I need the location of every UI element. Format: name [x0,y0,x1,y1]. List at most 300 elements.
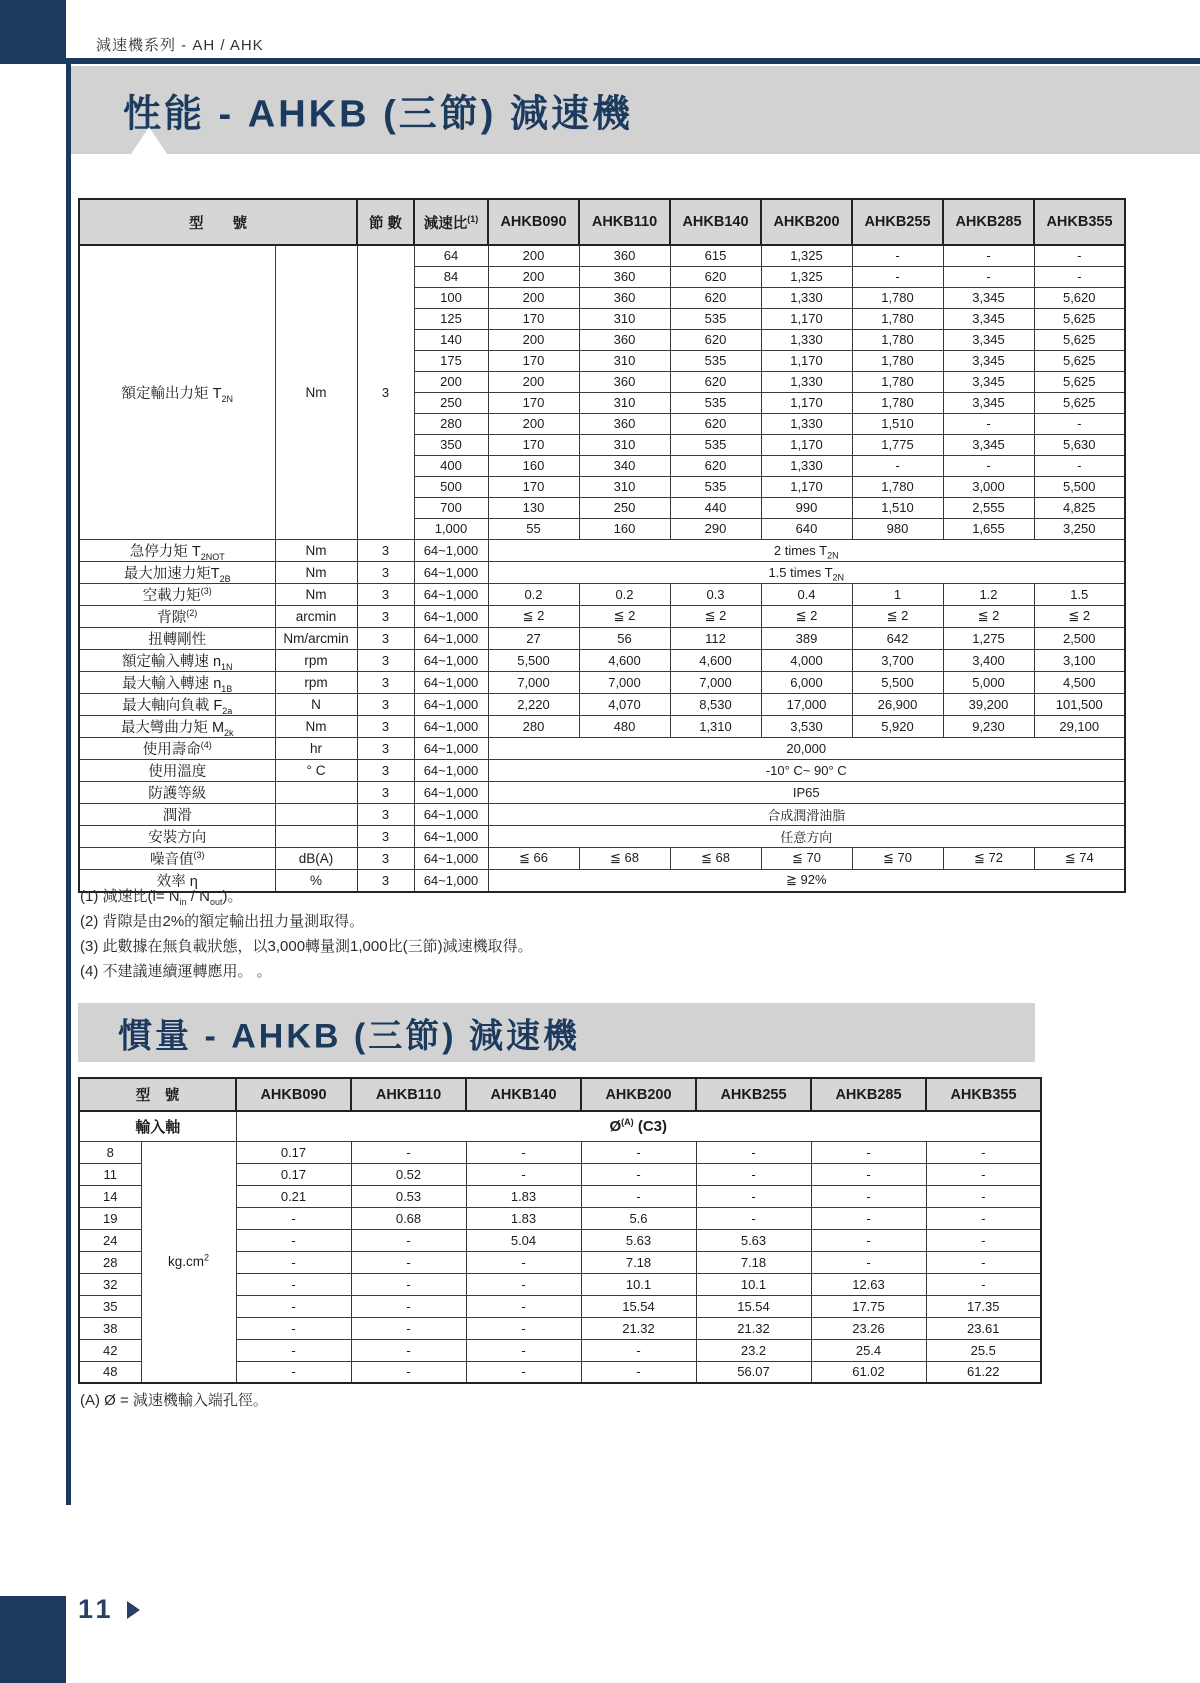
model-header: AHKB285 [811,1078,926,1111]
value-cell: - [1034,455,1125,476]
value-cell: 1 [852,583,943,605]
value-cell: 3,345 [943,329,1034,350]
value-cell: 23.26 [811,1317,926,1339]
spec-stages: 3 [357,869,414,892]
spec-unit: Nm [275,561,357,583]
value-cell: 1,780 [852,308,943,329]
value-cell: 26,900 [852,693,943,715]
value-cell: 310 [579,350,670,371]
value-cell: 3,250 [1034,518,1125,539]
bore-cell: 35 [79,1295,141,1317]
spec-unit: dB(A) [275,847,357,869]
value-cell: 1,330 [761,455,852,476]
value-cell: 440 [670,497,761,518]
value-cell: ≦ 66 [488,847,579,869]
spec-row [79,627,1125,649]
inertia-table [78,1077,1042,1384]
spec-row [79,759,1125,781]
value-cell: 280 [488,715,579,737]
value-cell: 535 [670,476,761,497]
value-cell: - [466,1163,581,1185]
value-cell: 17.75 [811,1295,926,1317]
value-cell: - [466,1339,581,1361]
value-cell: 5,625 [1034,350,1125,371]
value-cell: 170 [488,308,579,329]
value-cell: 170 [488,434,579,455]
value-cell: - [696,1163,811,1185]
value-cell: 3,345 [943,434,1034,455]
model-header: AHKB355 [1034,199,1125,245]
bore-cell: 42 [79,1339,141,1361]
spec-ratio: 64~1,000 [414,627,488,649]
ratio-cell: 100 [414,287,488,308]
value-cell: 310 [579,392,670,413]
value-cell: 25.5 [926,1339,1041,1361]
value-cell: - [351,1273,466,1295]
value-cell: 4,825 [1034,497,1125,518]
model-header: AHKB110 [579,199,670,245]
value-cell: - [943,245,1034,266]
value-cell: - [351,1339,466,1361]
value-cell: 23.2 [696,1339,811,1361]
value-cell: 535 [670,308,761,329]
value-cell: 21.32 [581,1317,696,1339]
value-cell: - [811,1229,926,1251]
value-cell: 0.3 [670,583,761,605]
footnote: (1) 減速比$(i= N_{in} / N_{out})$。 [80,888,243,907]
spec-label: 最大輸入轉速 $n_{1B}$ [79,671,275,693]
value-cell: 5.04 [466,1229,581,1251]
value-cell: 340 [579,455,670,476]
spec-label: 最大加速力矩$T_{2B}$ [79,561,275,583]
value-cell: 290 [670,518,761,539]
value-cell: 5,500 [488,649,579,671]
value-cell: - [852,455,943,476]
value-cell: 56.07 [696,1361,811,1383]
spec-label: 額定輸入轉速 $n_{1N}$ [79,649,275,671]
value-cell: - [236,1207,351,1229]
value-cell: 4,070 [579,693,670,715]
value-cell: 170 [488,350,579,371]
value-cell: 1,780 [852,476,943,497]
value-cell: 360 [579,287,670,308]
value-cell: 620 [670,329,761,350]
spec-span-value: 任意方向 [488,825,1125,847]
value-cell: 620 [670,371,761,392]
value-cell: 620 [670,287,761,308]
value-cell: 5,625 [1034,371,1125,392]
header-rule [0,58,1200,64]
value-cell: ≦ 2 [852,605,943,627]
value-cell: 7,000 [488,671,579,693]
spec-ratio: 64~1,000 [414,561,488,583]
spec-unit: hr [275,737,357,759]
value-cell: 3,345 [943,350,1034,371]
value-cell: 5.63 [696,1229,811,1251]
value-cell: - [696,1207,811,1229]
value-cell: 0.4 [761,583,852,605]
spec-stages: 3 [357,649,414,671]
value-cell: 170 [488,392,579,413]
value-cell: 1,780 [852,329,943,350]
spec-row [79,671,1125,693]
value-cell: - [466,1361,581,1383]
value-cell: - [811,1207,926,1229]
inertia-banner [78,1003,1035,1062]
footnote: (A) Ø = 減速機輸入端孔徑。 [80,1392,268,1409]
value-cell: 1,330 [761,287,852,308]
spec-label: 使用壽命$^{(4)}$ [79,737,275,759]
model-header: AHKB200 [761,199,852,245]
ratio-header: 減速比$^{(1)}$ [414,199,488,245]
spec-label: 防護等級 [79,781,275,803]
value-cell: 56 [579,627,670,649]
value-cell: 360 [579,329,670,350]
ratio-cell: 400 [414,455,488,476]
ratio-cell: 64 [414,245,488,266]
bore-cell: 11 [79,1163,141,1185]
value-cell: 1,780 [852,392,943,413]
value-cell: 3,700 [852,649,943,671]
value-cell: 620 [670,266,761,287]
value-cell: 1,170 [761,350,852,371]
value-cell: - [236,1361,351,1383]
ratio-cell: 200 [414,371,488,392]
spec-stages: 3 [357,781,414,803]
inertia-title: 慣量 - AHKB (三節) 減速機 [118,1017,580,1055]
value-cell: 1,310 [670,715,761,737]
spec-stages: 3 [357,693,414,715]
model-header: AHKB140 [670,199,761,245]
value-cell: 310 [579,434,670,455]
spec-ratio: 64~1,000 [414,737,488,759]
value-cell: - [696,1141,811,1163]
value-cell: - [236,1229,351,1251]
ratio-cell: 500 [414,476,488,497]
ratio-cell: 84 [414,266,488,287]
spec-unit: Nm/arcmin [275,627,357,649]
value-cell: ≦ 2 [670,605,761,627]
spec-label: 潤滑 [79,803,275,825]
inertia-footnote [80,1392,268,1417]
spec-span-value: ≧ 92% [488,869,1125,892]
spec-stages: 3 [357,847,414,869]
value-cell: 2,220 [488,693,579,715]
bore-cell: 24 [79,1229,141,1251]
spec-row [79,583,1125,605]
value-cell: 200 [488,287,579,308]
spec-label: 效率 η [79,869,275,892]
footer-square [0,1596,66,1683]
value-cell: - [926,1207,1041,1229]
value-cell: 112 [670,627,761,649]
spec-unit: Nm [275,583,357,605]
value-cell: - [926,1273,1041,1295]
next-page-icon [127,1601,140,1619]
value-cell: - [581,1339,696,1361]
model-header: AHKB255 [696,1078,811,1111]
value-cell: 1,330 [761,413,852,434]
value-cell: - [466,1251,581,1273]
value-cell: 9,230 [943,715,1034,737]
value-cell: - [943,455,1034,476]
performance-footnotes [80,888,533,988]
value-cell: 3,000 [943,476,1034,497]
value-cell: 5,920 [852,715,943,737]
footnote: (4) 不建議連續運轉應用。 。 [80,963,272,980]
value-cell: 2,500 [1034,627,1125,649]
torque-stages: 3 [357,245,414,539]
value-cell: - [466,1317,581,1339]
value-cell: 55 [488,518,579,539]
ratio-cell: 350 [414,434,488,455]
value-cell: 642 [852,627,943,649]
value-cell: 1,170 [761,308,852,329]
spec-ratio: 64~1,000 [414,803,488,825]
spec-unit: % [275,869,357,892]
value-cell: 1.83 [466,1185,581,1207]
spec-row [79,803,1125,825]
value-cell: 1,775 [852,434,943,455]
value-cell: 10.1 [696,1273,811,1295]
corner-block [0,0,66,63]
value-cell: 0.2 [579,583,670,605]
ratio-cell: 1,000 [414,518,488,539]
value-cell: 980 [852,518,943,539]
value-cell: 0.52 [351,1163,466,1185]
inertia-row [79,1141,1041,1163]
value-cell: 1,170 [761,392,852,413]
value-cell: ≦ 2 [579,605,670,627]
value-cell: 25.4 [811,1339,926,1361]
value-cell: - [581,1361,696,1383]
value-cell: - [926,1163,1041,1185]
value-cell: 61.22 [926,1361,1041,1383]
value-cell: - [351,1229,466,1251]
spec-stages: 3 [357,539,414,561]
value-cell: 5,625 [1034,329,1125,350]
inertia-unit: $kg.cm^2$ [141,1141,236,1383]
value-cell: 3,345 [943,371,1034,392]
value-cell: 15.54 [696,1295,811,1317]
value-cell: 0.21 [236,1185,351,1207]
spec-unit [275,803,357,825]
value-cell: 200 [488,371,579,392]
spec-row [79,847,1125,869]
bore-cell: 14 [79,1185,141,1207]
value-cell: 5,625 [1034,392,1125,413]
spec-unit: Nm [275,539,357,561]
spec-stages: 3 [357,605,414,627]
value-cell: 3,345 [943,308,1034,329]
value-cell: - [236,1339,351,1361]
value-cell: ≦ 68 [670,847,761,869]
spec-row [79,539,1125,561]
value-cell: - [811,1251,926,1273]
value-cell: 5,500 [1034,476,1125,497]
model-header: AHKB285 [943,199,1034,245]
spec-span-value: 2 times $T_{2N}$ [488,539,1125,561]
value-cell: - [696,1185,811,1207]
spec-stages: 3 [357,671,414,693]
value-cell: ≦ 2 [943,605,1034,627]
spec-ratio: 64~1,000 [414,693,488,715]
value-cell: - [926,1251,1041,1273]
model-header: AHKB255 [852,199,943,245]
spec-unit: Nm [275,715,357,737]
footnote: (3) 此數據在無負載狀態，以3,000轉量測1,000比(三節)減速機取得。 [80,938,533,955]
spec-stages: 3 [357,715,414,737]
value-cell: 1,275 [943,627,1034,649]
model-header: AHKB140 [466,1078,581,1111]
value-cell: 360 [579,266,670,287]
spec-span-value: 1.5 times $T_{2N}$ [488,561,1125,583]
value-cell: 990 [761,497,852,518]
spec-label: 安裝方向 [79,825,275,847]
value-cell: 1,655 [943,518,1034,539]
value-cell: 7.18 [696,1251,811,1273]
value-cell: 5,630 [1034,434,1125,455]
spec-ratio: 64~1,000 [414,671,488,693]
spec-label: 使用溫度 [79,759,275,781]
spec-stages: 3 [357,583,414,605]
spec-ratio: 64~1,000 [414,825,488,847]
spec-row [79,649,1125,671]
bore-cell: 8 [79,1141,141,1163]
value-cell: - [236,1295,351,1317]
value-cell: ≦ 2 [488,605,579,627]
banner-notch [131,127,167,154]
spec-unit [275,825,357,847]
spec-label: 噪音值$^{(3)}$ [79,847,275,869]
value-cell: 17.35 [926,1295,1041,1317]
torque-row [79,245,1125,266]
value-cell: 15.54 [581,1295,696,1317]
spec-label: 急停力矩 $T_{2NOT}$ [79,539,275,561]
spec-stages: 3 [357,803,414,825]
spec-row [79,605,1125,627]
value-cell: 640 [761,518,852,539]
value-cell: 3,530 [761,715,852,737]
spec-ratio: 64~1,000 [414,715,488,737]
value-cell: - [926,1229,1041,1251]
value-cell: ≦ 2 [761,605,852,627]
value-cell: 3,345 [943,287,1034,308]
torque-unit: Nm [275,245,357,539]
value-cell: 389 [761,627,852,649]
value-cell: 7,000 [670,671,761,693]
value-cell: 8,530 [670,693,761,715]
ratio-cell: 250 [414,392,488,413]
value-cell: ≦ 74 [1034,847,1125,869]
model-header: AHKB355 [926,1078,1041,1111]
spec-stages: 3 [357,561,414,583]
value-cell: - [236,1317,351,1339]
ratio-cell: 700 [414,497,488,518]
spec-span-value: 20,000 [488,737,1125,759]
page-number-value: 11 [78,1594,115,1624]
performance-table-header-row [79,199,1125,245]
model-header: AHKB090 [488,199,579,245]
spec-stages: 3 [357,737,414,759]
input-shaft-label: 輸入軸 [79,1111,236,1141]
ratio-cell: 125 [414,308,488,329]
value-cell: 17,000 [761,693,852,715]
value-cell: 480 [579,715,670,737]
value-cell: - [581,1163,696,1185]
value-cell: 12.63 [811,1273,926,1295]
value-cell: 1,330 [761,329,852,350]
value-cell: - [811,1185,926,1207]
value-cell: - [581,1141,696,1163]
diameter-label: $Ø^{(A)}$ (C3) [236,1111,1041,1141]
spec-unit: ° C [275,759,357,781]
value-cell: 0.53 [351,1185,466,1207]
value-cell: 200 [488,413,579,434]
value-cell: 5,000 [943,671,1034,693]
ratio-cell: 280 [414,413,488,434]
value-cell: - [1034,266,1125,287]
value-cell: 10.1 [581,1273,696,1295]
model-header: AHKB110 [351,1078,466,1111]
value-cell: 0.17 [236,1163,351,1185]
value-cell: 4,600 [579,649,670,671]
value-cell: 310 [579,308,670,329]
value-cell: 5.63 [581,1229,696,1251]
value-cell: - [351,1295,466,1317]
bore-cell: 38 [79,1317,141,1339]
value-cell: 160 [579,518,670,539]
value-cell: - [1034,245,1125,266]
value-cell: 535 [670,434,761,455]
spec-span-value: -10° C~ 90° C [488,759,1125,781]
value-cell: 5,625 [1034,308,1125,329]
value-cell: 7,000 [579,671,670,693]
value-cell: - [926,1185,1041,1207]
value-cell: - [581,1185,696,1207]
spec-span-value: 合成潤滑油脂 [488,803,1125,825]
value-cell: - [466,1273,581,1295]
value-cell: 310 [579,476,670,497]
value-cell: 23.61 [926,1317,1041,1339]
spec-ratio: 64~1,000 [414,847,488,869]
value-cell: 29,100 [1034,715,1125,737]
value-cell: 1.2 [943,583,1034,605]
model-no-header: 型 號 [79,1078,236,1111]
spec-label: 扭轉剛性 [79,627,275,649]
value-cell: 101,500 [1034,693,1125,715]
value-cell: 360 [579,413,670,434]
spec-stages: 3 [357,759,414,781]
value-cell: ≦ 72 [943,847,1034,869]
value-cell: - [351,1361,466,1383]
value-cell: - [351,1141,466,1163]
spec-ratio: 64~1,000 [414,781,488,803]
value-cell: 4,600 [670,649,761,671]
value-cell: - [811,1163,926,1185]
value-cell: 1.83 [466,1207,581,1229]
value-cell: 4,000 [761,649,852,671]
model-no-header: 型 號 [79,199,357,245]
value-cell: 200 [488,245,579,266]
performance-table [78,198,1126,893]
value-cell: ≦ 70 [761,847,852,869]
value-cell: - [852,245,943,266]
value-cell: 535 [670,350,761,371]
value-cell: 27 [488,627,579,649]
spec-row [79,693,1125,715]
value-cell: - [466,1141,581,1163]
